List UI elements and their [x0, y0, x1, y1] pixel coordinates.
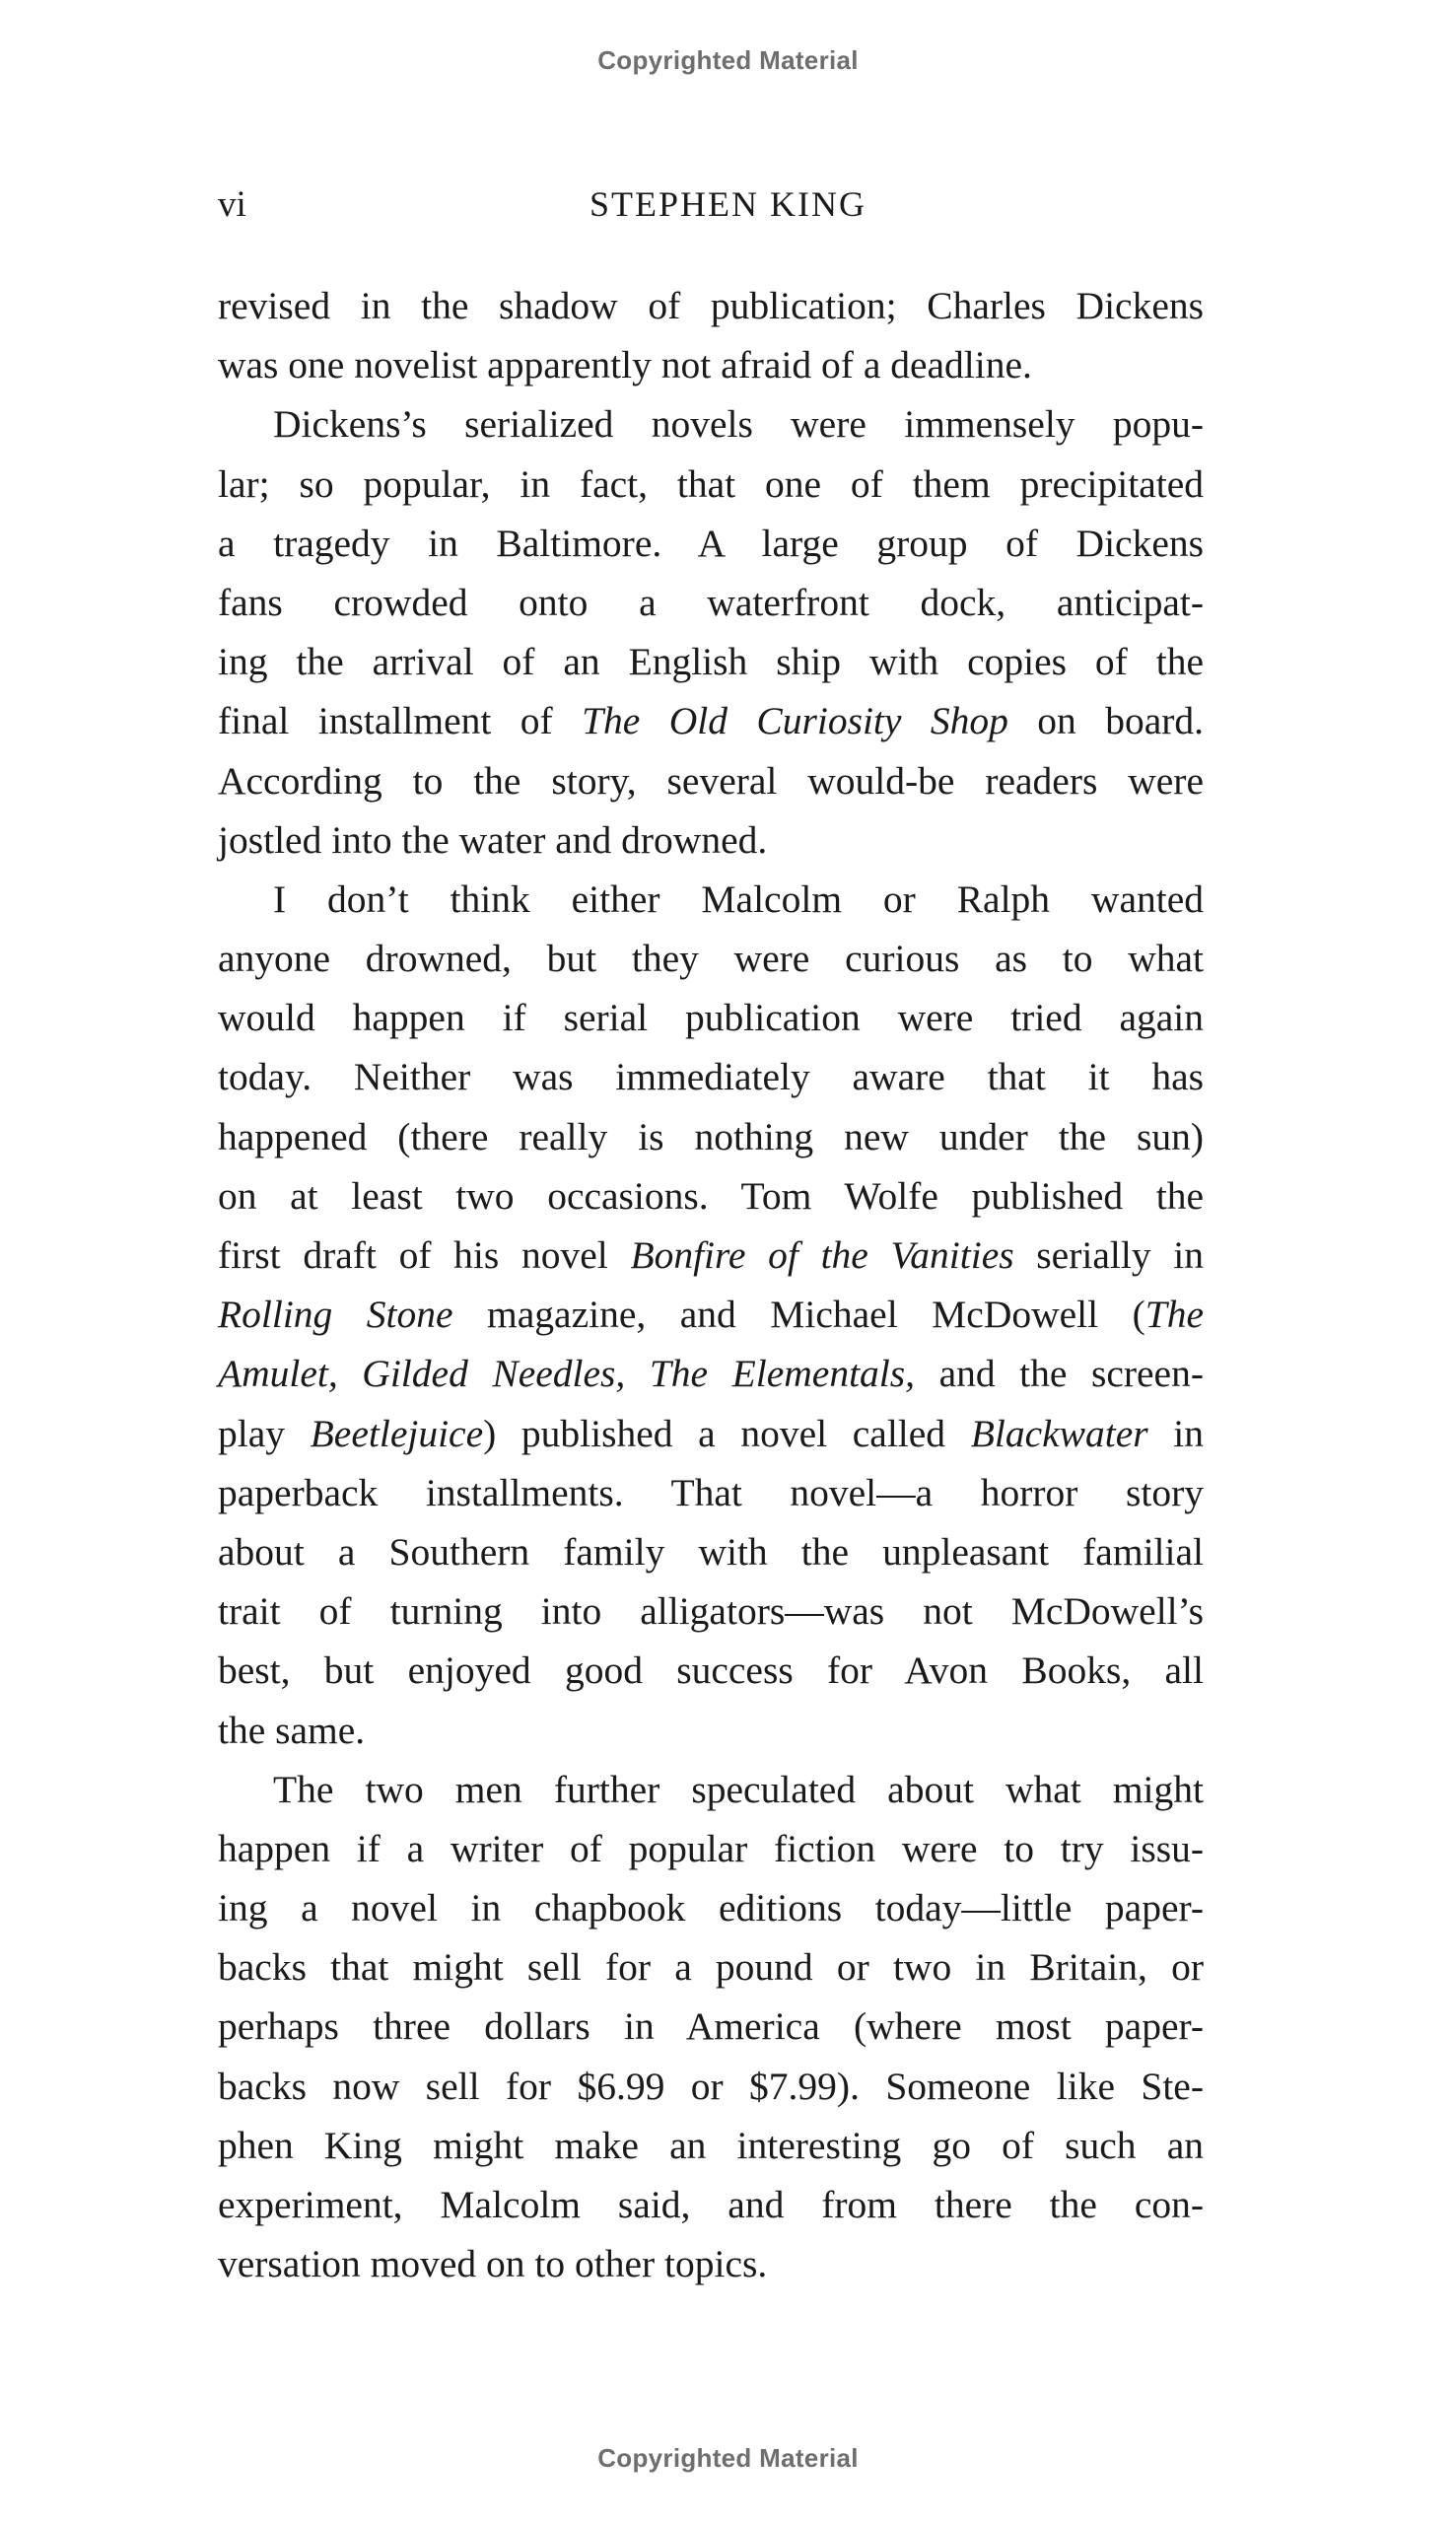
text-line: [218, 573, 1204, 632]
text-line: [218, 2234, 1204, 2293]
text-run: first draft of his novel: [218, 1233, 631, 1277]
text-run: happen if a writer of popular fiction were to try issu-: [218, 1826, 1204, 1870]
text-run: in: [1147, 1411, 1205, 1455]
text-run: perhaps three dollars in America (where most paper-: [218, 2004, 1204, 2049]
text-run: play: [218, 1411, 311, 1455]
italic-title: The: [1144, 1293, 1205, 1337]
text-run: magazine, and Michael McDowell (: [452, 1293, 1145, 1337]
text-run: happened (there really is nothing new under the sun): [218, 1114, 1204, 1158]
italic-title: Amulet, Gilded Needles, The Elementals,: [218, 1352, 916, 1396]
text-run: was one novelist apparently not afraid of a deadline.: [218, 343, 1032, 387]
italic-title: Blackwater: [970, 1411, 1148, 1455]
text-run: I don’t think either Malcolm or Ralph wanted: [273, 876, 1204, 921]
text-run: experiment, Malcolm said, and from there the con-: [218, 2183, 1204, 2226]
text-line: [218, 1581, 1204, 1641]
text-run: about a Southern family with the unpleasant familial: [218, 1529, 1204, 1574]
text-run: trait of turning into alligators—was not McDowell’s: [218, 1589, 1204, 1634]
text-line: [218, 1404, 1204, 1463]
text-line: [218, 276, 1204, 335]
text-line: [218, 1997, 1204, 2056]
text-line: [218, 1878, 1204, 1937]
text-line: [218, 1047, 1204, 1106]
text-run: jostled into the water and drowned.: [218, 817, 768, 862]
text-line: [218, 929, 1204, 988]
text-run: best, but enjoyed good success for Avon Books, all: [218, 1648, 1204, 1693]
text-run: anyone drowned, but they were curious as to what: [218, 937, 1204, 981]
text-line: [218, 1701, 1204, 1760]
text-run: paperback installments. That novel—a horror story: [218, 1470, 1204, 1514]
text-run: fans crowded onto a waterfront dock, anticipat-: [218, 580, 1204, 624]
text-line: [218, 1285, 1204, 1344]
italic-title: Rolling Stone: [218, 1293, 453, 1337]
text-line: [218, 1641, 1204, 1700]
body-text: [218, 276, 1204, 2293]
text-run: Dickens’s serialized novels were immensely popu-: [273, 402, 1204, 447]
text-run: ing the arrival of an English ship with copies of the: [218, 640, 1204, 684]
text-run: backs now sell for $6.99 or $7.99). Someone like Ste-: [218, 2064, 1204, 2108]
text-run: today. Neither was immediately aware that it has: [218, 1055, 1204, 1099]
text-run: According to the story, several would-be readers were: [218, 758, 1204, 803]
text-line: [218, 1522, 1204, 1581]
text-run: revised in the shadow of publication; Charles Dickens: [218, 284, 1204, 327]
text-line: [218, 810, 1204, 870]
running-head: [0, 183, 1456, 233]
text-line: [218, 870, 1204, 929]
text-line: [218, 751, 1204, 810]
text-run: on board.: [1007, 699, 1204, 743]
text-line: [218, 2175, 1204, 2234]
text-run: a tragedy in Baltimore. A large group of Dickens: [218, 521, 1204, 565]
text-line: [218, 1226, 1204, 1285]
italic-title: Bonfire of the Vanities: [630, 1233, 1014, 1277]
running-head-title: STEPHEN KING: [589, 184, 867, 224]
page-number: vi: [218, 184, 246, 225]
text-run: ) published a novel called: [483, 1411, 971, 1455]
text-run: final installment of: [218, 699, 583, 743]
text-run: the same.: [218, 1708, 366, 1752]
text-line: [218, 1937, 1204, 1997]
watermark-top: Copyrighted Material: [597, 45, 859, 75]
text-run: backs that might sell for a pound or two in Britain, or: [218, 1945, 1204, 1990]
text-line: [218, 1107, 1204, 1166]
watermark-bottom: Copyrighted Material: [597, 2443, 859, 2473]
text-run: and the screen-: [915, 1352, 1204, 1396]
text-line: [218, 1819, 1204, 1878]
text-run: phen King might make an interesting go of such an: [218, 2123, 1204, 2167]
text-line: [218, 632, 1204, 691]
text-run: versation moved on to other topics.: [218, 2242, 768, 2286]
text-line: [218, 1760, 1204, 1819]
text-run: lar; so popular, in fact, that one of them precipitated: [218, 461, 1204, 506]
text-run: ing a novel in chapbook editions today—little paper-: [218, 1886, 1204, 1930]
text-line: [218, 455, 1204, 514]
text-run: on at least two occasions. Tom Wolfe published the: [218, 1173, 1204, 1218]
text-line: [218, 2116, 1204, 2175]
text-line: [218, 2057, 1204, 2116]
text-run: serially in: [1013, 1233, 1204, 1277]
text-line: [218, 394, 1204, 454]
text-line: [218, 1166, 1204, 1226]
text-line: [218, 335, 1204, 394]
text-line: [218, 514, 1204, 573]
italic-title: The Old Curiosity Shop: [582, 699, 1008, 743]
text-line: [218, 691, 1204, 750]
text-line: [218, 1463, 1204, 1522]
text-line: [218, 1344, 1204, 1403]
text-run: would happen if serial publication were tried again: [218, 996, 1204, 1040]
text-run: The two men further speculated about what might: [273, 1767, 1204, 1811]
text-line: [218, 988, 1204, 1047]
italic-title: Beetlejuice: [310, 1411, 484, 1455]
